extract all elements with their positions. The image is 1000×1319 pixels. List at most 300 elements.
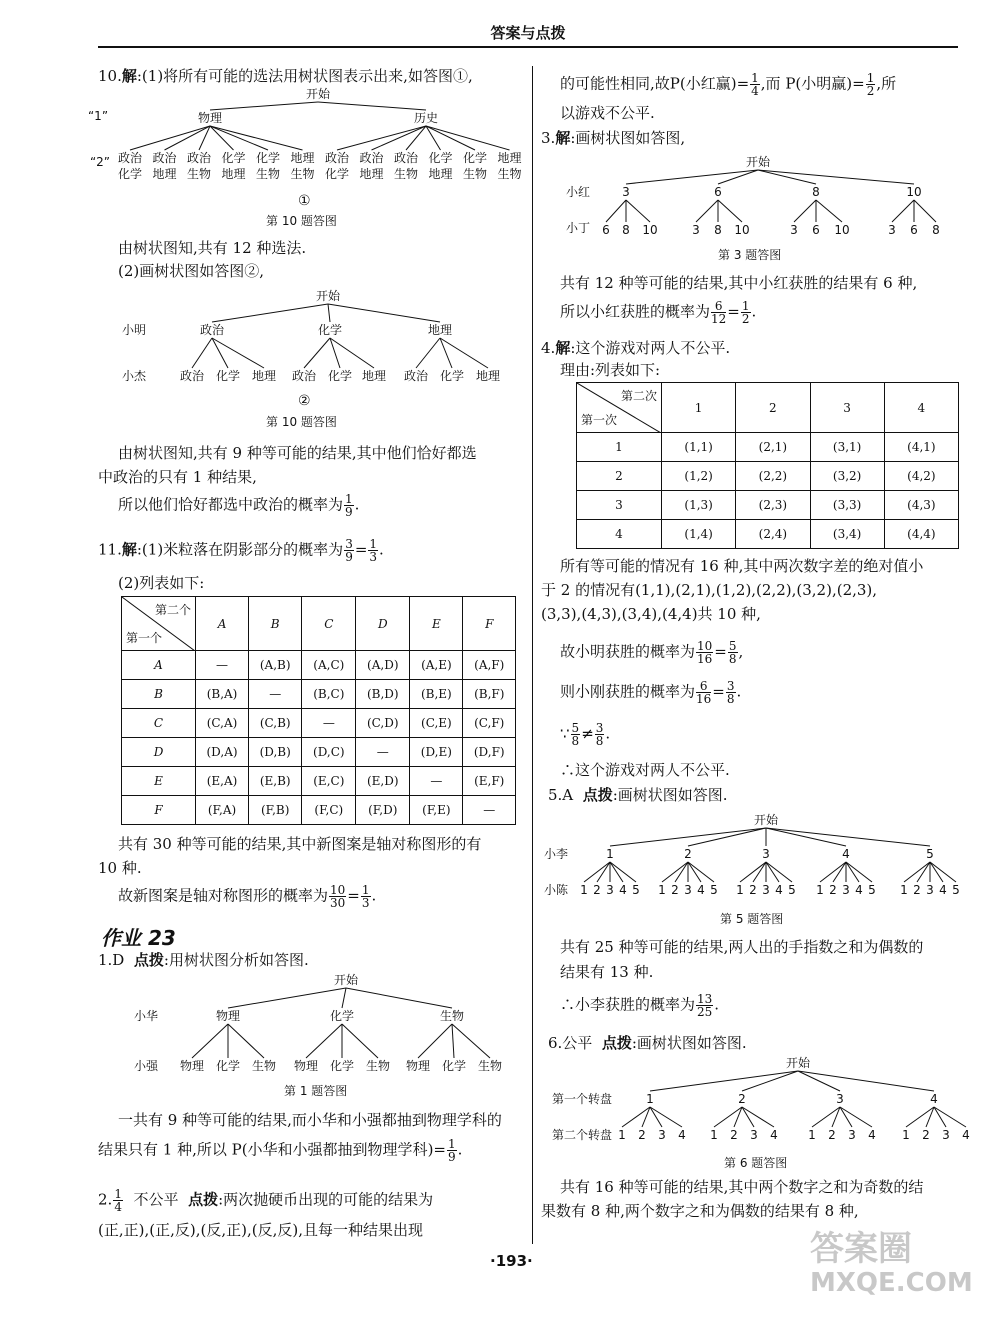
tree-branch: 化学 <box>329 1009 355 1023</box>
tree-edge <box>914 200 936 222</box>
tree-edge <box>440 338 452 368</box>
table-cell: (B,D) <box>356 680 410 709</box>
tree-edge <box>330 338 340 368</box>
column-divider <box>532 66 533 1244</box>
tree-edge <box>650 1107 662 1127</box>
tree-branch: 物理 <box>215 1009 241 1023</box>
tree-branch: 5 <box>926 847 934 861</box>
tree-leaf: 生物 <box>251 1059 277 1073</box>
table-cell: — <box>196 651 249 680</box>
tree-leaf: 8 <box>714 223 722 237</box>
tree-leaf: 生物 <box>477 1059 503 1073</box>
tree-leaf: 2 <box>922 1128 930 1142</box>
q6-tree-caption: 第 6 题答图 <box>724 1156 788 1170</box>
tree-leaf: 化学 <box>327 369 353 383</box>
tree-edge <box>742 1107 774 1127</box>
tree-edge <box>342 988 346 1008</box>
q1-tree <box>130 972 520 1082</box>
q10-tree1 <box>88 88 528 198</box>
tree-branch: 3 <box>622 185 630 199</box>
table-cell: (4,2) <box>884 462 958 491</box>
tree-edge <box>766 862 792 882</box>
tree-row-label: 小红 <box>565 185 591 199</box>
tree-leaf: 4 <box>855 883 863 897</box>
tree-edge <box>228 988 346 1008</box>
table-row <box>122 680 516 709</box>
q10-tree2-caption: 第 10 题答图 <box>266 415 337 429</box>
tree-leaf: 2 <box>749 883 757 897</box>
tree-edge <box>766 828 846 846</box>
q1-line3: 结果只有 1 种,所以 P(小华和小强都抽到物理学科)= $\frac{1}{9}$ . <box>98 1137 463 1164</box>
q11-row-header: B <box>122 680 196 709</box>
tree-edge <box>210 102 318 110</box>
table-cell: (D,F) <box>463 738 516 767</box>
table-cell: (C,D) <box>356 709 410 738</box>
tree-leaf: 5 <box>868 883 876 897</box>
q11-col-header: A <box>196 597 249 651</box>
table-cell: (4,3) <box>884 491 958 520</box>
tree-row-label: 小强 <box>133 1059 159 1073</box>
q5-tree-caption: 第 5 题答图 <box>720 912 784 926</box>
tree-leaf: 6 <box>812 223 820 237</box>
q1-line1: 1.D 点拨:用树状图分析如答图. <box>98 951 309 969</box>
tree-leaf: 地理 <box>428 167 453 181</box>
tree-edge <box>758 170 914 184</box>
table-cell: (A,E) <box>410 651 463 680</box>
q5-tree <box>540 810 970 910</box>
table-row <box>122 796 516 825</box>
q2-line2: (正,正),(正,反),(反,正),(反,反),且每一种结果出现 <box>98 1221 423 1239</box>
tree-branch: 3 <box>762 847 770 861</box>
tree-edge <box>597 862 610 882</box>
tree-leaf: 3 <box>606 883 614 897</box>
table-cell: (3,1) <box>810 433 884 462</box>
q4-table <box>576 382 959 549</box>
q11-row-header: D <box>122 738 196 767</box>
tree-leaf: 2 <box>829 883 837 897</box>
q5-line2: 共有 25 种等可能的结果,两人出的手指数之和为偶数的 <box>560 938 924 956</box>
q5-line4: ∴小李获胜的概率为 $\frac{13}{25}$ . <box>560 992 720 1019</box>
tree-row-label: 第二个转盘 <box>552 1128 613 1142</box>
tree-edge <box>675 862 688 882</box>
tree-edge <box>688 862 701 882</box>
q10-line1: 10.解:(1)将所有可能的选法用树状图表示出来,如答图①, <box>98 67 473 85</box>
q3-line2: 共有 12 种等可能的结果,其中小红获胜的结果有 6 种, <box>560 274 918 292</box>
tree-branch: 化学 <box>317 323 343 337</box>
q10-tree1-mark: ① <box>298 193 311 209</box>
tree-leaf: 化学 <box>215 1059 241 1073</box>
table-row <box>577 491 959 520</box>
q10-line3: (2)画树状图如答图②, <box>118 262 265 280</box>
tree-leaf: 政治 <box>186 151 212 165</box>
q11-col-header: E <box>410 597 463 651</box>
table-cell: — <box>249 680 302 709</box>
q4-row-header: 4 <box>577 520 662 549</box>
tree-edge <box>610 862 623 882</box>
tree-branch: 4 <box>842 847 850 861</box>
q6-line2: 共有 16 种等可能的结果,其中两个数字之和为奇数的结 <box>560 1178 924 1196</box>
table-cell: (3,4) <box>810 520 884 549</box>
watermark-url: MXQE.COM <box>810 1268 973 1298</box>
tree-leaf: 5 <box>952 883 960 897</box>
homework-23-title: 作业 23 <box>101 926 176 950</box>
q11-table <box>121 596 516 825</box>
tree-branch: 4 <box>930 1092 938 1106</box>
table-cell: (1,3) <box>662 491 736 520</box>
watermark <box>810 1230 973 1298</box>
tree-leaf: 5 <box>788 883 796 897</box>
q11-row-header: E <box>122 767 196 796</box>
tree-row-label: “1” <box>87 109 109 123</box>
tree-branch: 3 <box>836 1092 844 1106</box>
tree-row-label: 小杰 <box>121 369 147 383</box>
table-cell: (1,4) <box>662 520 736 549</box>
q10-tree2 <box>118 288 518 388</box>
tree-leaf: 3 <box>848 1128 856 1142</box>
tree-edge <box>846 862 859 882</box>
tree-leaf: 化学 <box>221 151 246 165</box>
tree-edge <box>833 862 846 882</box>
tree-leaf: 1 <box>816 883 824 897</box>
tree-leaf: 生物 <box>255 167 281 181</box>
tree-leaf: 1 <box>902 1128 910 1142</box>
tree-edge <box>330 338 374 368</box>
q3-tree-caption: 第 3 题答图 <box>718 248 782 262</box>
tree-leaf: 地理 <box>221 167 246 181</box>
table-cell: (F,D) <box>356 796 410 825</box>
tree-leaf: 4 <box>619 883 627 897</box>
tree-edge <box>688 828 766 846</box>
tree-branch: 生物 <box>439 1009 465 1023</box>
q4-line6: 故小明获胜的概率为 $\frac{10}{16}$ = $\frac{5}{8}$ , <box>560 639 744 666</box>
tree-edge <box>199 126 210 150</box>
tree-leaf: 化学 <box>324 167 350 181</box>
q11-line2: (2)列表如下: <box>118 574 205 592</box>
tree-edge <box>758 170 816 184</box>
q6-line3: 果数有 8 种,两个数字之和为偶数的结果有 8 种, <box>541 1202 859 1220</box>
tree-branch: 1 <box>606 847 614 861</box>
table-cell: (C,E) <box>410 709 463 738</box>
tree-edge <box>696 200 718 222</box>
tree-edge <box>328 304 330 322</box>
q10-tree2-mark: ② <box>298 393 311 409</box>
tree-root: 开始 <box>785 1056 811 1070</box>
table-cell: (F,B) <box>249 796 302 825</box>
tree-leaf: 4 <box>770 1128 778 1142</box>
tree-edge <box>917 862 930 882</box>
q11-col-header: F <box>463 597 516 651</box>
tree-branch: 1 <box>646 1092 654 1106</box>
tree-leaf: 3 <box>926 883 934 897</box>
q11-line5: 故新图案是轴对称图形的概率为 $\frac{10}{30}$ = $\frac{1}{3}$ . <box>118 883 377 910</box>
tree-edge <box>130 126 210 150</box>
tree-root: 开始 <box>333 973 359 987</box>
table-cell: (2,2) <box>736 462 810 491</box>
tree-row-label: 小华 <box>133 1009 159 1023</box>
tree-leaf: 10 <box>642 223 658 237</box>
tree-leaf: 5 <box>710 883 718 897</box>
tree-edge <box>650 1107 682 1127</box>
tree-leaf: 3 <box>750 1128 758 1142</box>
q11-line3: 共有 30 种等可能的结果,其中新图案是轴对称图形的有 <box>118 835 482 853</box>
q3-line3: 所以小红获胜的概率为 $\frac{6}{12}$ = $\frac{1}{2}$ . <box>560 299 757 326</box>
table-cell: (C,A) <box>196 709 249 738</box>
tree-edge <box>766 862 779 882</box>
tree-branch: 历史 <box>413 111 439 125</box>
tree-edge <box>228 1024 264 1058</box>
q10-line6: 所以他们恰好都选中政治的概率为 $\frac{1}{9}$ . <box>118 492 360 519</box>
tree-leaf: 政治 <box>117 151 143 165</box>
tree-edge <box>846 862 872 882</box>
q4-line7: 则小刚获胜的概率为 $\frac{6}{16}$ = $\frac{3}{8}$ . <box>560 679 742 706</box>
q10-line2: 由树状图知,共有 12 种选法. <box>118 239 307 257</box>
q4-line4: 于 2 的情况有(1,1),(2,1),(1,2),(2,2),(3,2),(2,3), <box>541 581 878 599</box>
tree-branch: 8 <box>812 185 820 199</box>
table-cell: (D,C) <box>302 738 356 767</box>
q4-line9: ∴这个游戏对两人不公平. <box>560 761 730 779</box>
q2-cont-line2: 以游戏不公平. <box>560 104 655 122</box>
tree-row-label: 小陈 <box>543 883 569 897</box>
tree-edge <box>610 862 636 882</box>
tree-leaf: 地理 <box>359 167 384 181</box>
table-cell: (2,1) <box>736 433 810 462</box>
table-cell: (4,1) <box>884 433 958 462</box>
table-cell: (A,C) <box>302 651 356 680</box>
tree-leaf: 4 <box>868 1128 876 1142</box>
table-cell: (B,A) <box>196 680 249 709</box>
tree-edge <box>192 1024 228 1058</box>
q5-line3: 结果有 13 种. <box>560 963 654 981</box>
tree-leaf: 1 <box>808 1128 816 1142</box>
tree-leaf: 3 <box>692 223 700 237</box>
tree-edge <box>934 1107 966 1127</box>
tree-leaf: 生物 <box>393 167 419 181</box>
q3-line1: 3.解:画树状图如答图, <box>541 129 686 147</box>
table-row <box>577 462 959 491</box>
tree-edge <box>192 338 212 368</box>
tree-root: 开始 <box>315 289 341 303</box>
tree-edge <box>626 200 650 222</box>
tree-edge <box>440 338 488 368</box>
tree-leaf: 政治 <box>359 151 384 165</box>
q6-line1: 6.公平 点拨:画树状图如答图. <box>548 1034 747 1052</box>
tree-leaf: 4 <box>775 883 783 897</box>
table-row <box>122 651 516 680</box>
tree-leaf: 地理 <box>251 369 277 383</box>
tree-row-label: 小丁 <box>565 221 591 235</box>
tree-leaf: 3 <box>658 1128 666 1142</box>
tree-edge <box>904 862 930 882</box>
tree-leaf: 物理 <box>405 1059 431 1073</box>
table-cell: — <box>463 796 516 825</box>
tree-leaf: 2 <box>671 883 679 897</box>
tree-branch: 10 <box>906 185 922 199</box>
tree-edge <box>794 200 816 222</box>
q4-line3: 所有等可能的情况有 16 种,其中两次数字差的绝对值小 <box>560 557 924 575</box>
table-cell: (E,B) <box>249 767 302 796</box>
tree-leaf: 地理 <box>152 167 177 181</box>
tree-leaf: 生物 <box>497 167 522 181</box>
tree-edge <box>452 1024 490 1058</box>
q11-row-header: C <box>122 709 196 738</box>
table-cell: — <box>410 767 463 796</box>
tree-leaf: 2 <box>593 883 601 897</box>
tree-edge <box>606 200 626 222</box>
tree-edge <box>662 862 688 882</box>
tree-edge <box>406 126 426 150</box>
tree-root: 开始 <box>745 155 771 169</box>
tree-edge <box>212 304 328 322</box>
table-row <box>122 709 516 738</box>
q4-col-header: 4 <box>884 383 958 433</box>
q1-line2: 一共有 9 种等可能的结果,而小华和小强都抽到物理学科的 <box>118 1111 502 1129</box>
tree-edge <box>934 1107 946 1127</box>
tree-branch: 2 <box>738 1092 746 1106</box>
tree-branch: 物理 <box>197 111 223 125</box>
tree-leaf: 化学 <box>428 151 453 165</box>
table-cell: (A,F) <box>463 651 516 680</box>
tree-edge <box>930 862 943 882</box>
q11-col-header: B <box>249 597 302 651</box>
tree-edge <box>210 126 234 150</box>
tree-leaf: 6 <box>602 223 610 237</box>
q4-line1: 4.解:这个游戏对两人不公平. <box>541 339 731 357</box>
tree-leaf: 物理 <box>293 1059 319 1073</box>
q11-col-header: D <box>356 597 410 651</box>
watermark-logo-text: 答案圈 <box>810 1229 912 1269</box>
tree-edge <box>742 1071 798 1091</box>
tree-leaf: 政治 <box>324 151 350 165</box>
tree-leaf: 2 <box>913 883 921 897</box>
table-row <box>577 520 959 549</box>
tree-leaf: 4 <box>678 1128 686 1142</box>
q10-line4: 由树状图知,共有 9 种等可能的结果,其中他们恰好都选 <box>118 444 477 462</box>
table-cell: (E,D) <box>356 767 410 796</box>
tree-leaf: 化学 <box>441 1059 467 1073</box>
q10-line5: 中政治的只有 1 种结果, <box>98 468 257 486</box>
q11-line1: 11.解:(1)米粒落在阴影部分的概率为 $\frac{3}{9}$ = $\frac{1}{3}$ . <box>98 537 384 564</box>
tree-leaf: 生物 <box>365 1059 391 1073</box>
tree-leaf: 地理 <box>497 151 522 165</box>
tree-row-label: 小明 <box>121 323 147 337</box>
q1-tree-caption: 第 1 题答图 <box>284 1084 348 1098</box>
q2-cont-line1: 的可能性相同,故P(小红赢)= $\frac{1}{4}$ ,而 P(小明赢)= $\frac{1}{2}$ ,所 <box>560 71 897 98</box>
tree-leaf: 地理 <box>475 369 501 383</box>
tree-leaf: 化学 <box>117 167 143 181</box>
tree-row-label: 小李 <box>543 847 569 861</box>
q2-line1: 2. $\frac{1}{4}$ 不公平 点拨:两次抛硬币出现的可能的结果为 <box>98 1187 434 1214</box>
table-cell: (A,B) <box>249 651 302 680</box>
tree-leaf: 8 <box>932 223 940 237</box>
tree-leaf: 3 <box>790 223 798 237</box>
tree-leaf: 地理 <box>361 369 387 383</box>
tree-leaf: 生物 <box>186 167 212 181</box>
page-number: ·193· <box>490 1252 533 1270</box>
tree-branch: 政治 <box>199 323 225 337</box>
q4-table-corner: 第二次 第一次 <box>577 383 662 433</box>
tree-leaf: 6 <box>910 223 918 237</box>
q4-line5: (3,3),(4,3),(3,4),(4,4)共 10 种, <box>541 605 761 623</box>
tree-leaf: 1 <box>900 883 908 897</box>
tree-leaf: 政治 <box>152 151 177 165</box>
table-cell: — <box>302 709 356 738</box>
tree-leaf: 3 <box>842 883 850 897</box>
q4-row-header: 1 <box>577 433 662 462</box>
q11-line4: 10 种. <box>98 859 142 877</box>
tree-branch: 地理 <box>427 323 453 337</box>
tree-leaf: 10 <box>734 223 750 237</box>
q4-line8: ∵ $\frac{5}{8}$ ≠ $\frac{3}{8}$ . <box>560 721 611 748</box>
table-cell: (D,B) <box>249 738 302 767</box>
table-cell: (B,F) <box>463 680 516 709</box>
tree-leaf: 政治 <box>393 151 419 165</box>
table-cell: (D,A) <box>196 738 249 767</box>
tree-edge <box>766 828 930 846</box>
tree-leaf: 3 <box>888 223 896 237</box>
table-cell: (E,F) <box>463 767 516 796</box>
tree-edge <box>346 988 452 1008</box>
table-cell: (F,C) <box>302 796 356 825</box>
tree-edge <box>820 862 846 882</box>
tree-branch: 2 <box>684 847 692 861</box>
tree-edge <box>306 1024 342 1058</box>
q4-line2: 理由:列表如下: <box>560 361 661 379</box>
tree-leaf: 政治 <box>179 369 205 383</box>
tree-row-label: “2” <box>89 155 111 169</box>
q4-col-header: 1 <box>662 383 736 433</box>
tree-edge <box>892 200 914 222</box>
tree-leaf: 政治 <box>403 369 429 383</box>
table-cell: (C,F) <box>463 709 516 738</box>
tree-edge <box>930 862 956 882</box>
tree-row-label: 第一个转盘 <box>552 1092 613 1106</box>
tree-root: 开始 <box>753 813 779 827</box>
tree-leaf: 1 <box>710 1128 718 1142</box>
tree-edge <box>418 1024 452 1058</box>
tree-leaf: 政治 <box>291 369 317 383</box>
table-row <box>122 767 516 796</box>
tree-edge <box>584 862 610 882</box>
q11-row-header: A <box>122 651 196 680</box>
tree-leaf: 8 <box>622 223 630 237</box>
tree-leaf: 1 <box>580 883 588 897</box>
table-cell: — <box>356 738 410 767</box>
tree-edge <box>610 828 766 846</box>
tree-leaf: 2 <box>828 1128 836 1142</box>
page-header-title: 答案与点拨 <box>490 24 566 42</box>
tree-edge <box>452 1024 454 1058</box>
tree-leaf: 4 <box>962 1128 970 1142</box>
q4-col-header: 2 <box>736 383 810 433</box>
table-cell: (F,A) <box>196 796 249 825</box>
tree-edge <box>210 126 303 150</box>
tree-edge <box>337 126 426 150</box>
tree-edge <box>342 1024 378 1058</box>
table-row <box>122 738 516 767</box>
tree-leaf: 地理 <box>290 151 315 165</box>
tree-leaf: 3 <box>762 883 770 897</box>
table-cell: (E,A) <box>196 767 249 796</box>
tree-branch: 6 <box>714 185 722 199</box>
tree-leaf: 3 <box>684 883 692 897</box>
tree-edge <box>328 304 440 322</box>
table-row <box>577 433 959 462</box>
q4-row-header: 3 <box>577 491 662 520</box>
table-cell: (A,D) <box>356 651 410 680</box>
table-cell: (3,3) <box>810 491 884 520</box>
table-cell: (4,4) <box>884 520 958 549</box>
tree-leaf: 2 <box>638 1128 646 1142</box>
